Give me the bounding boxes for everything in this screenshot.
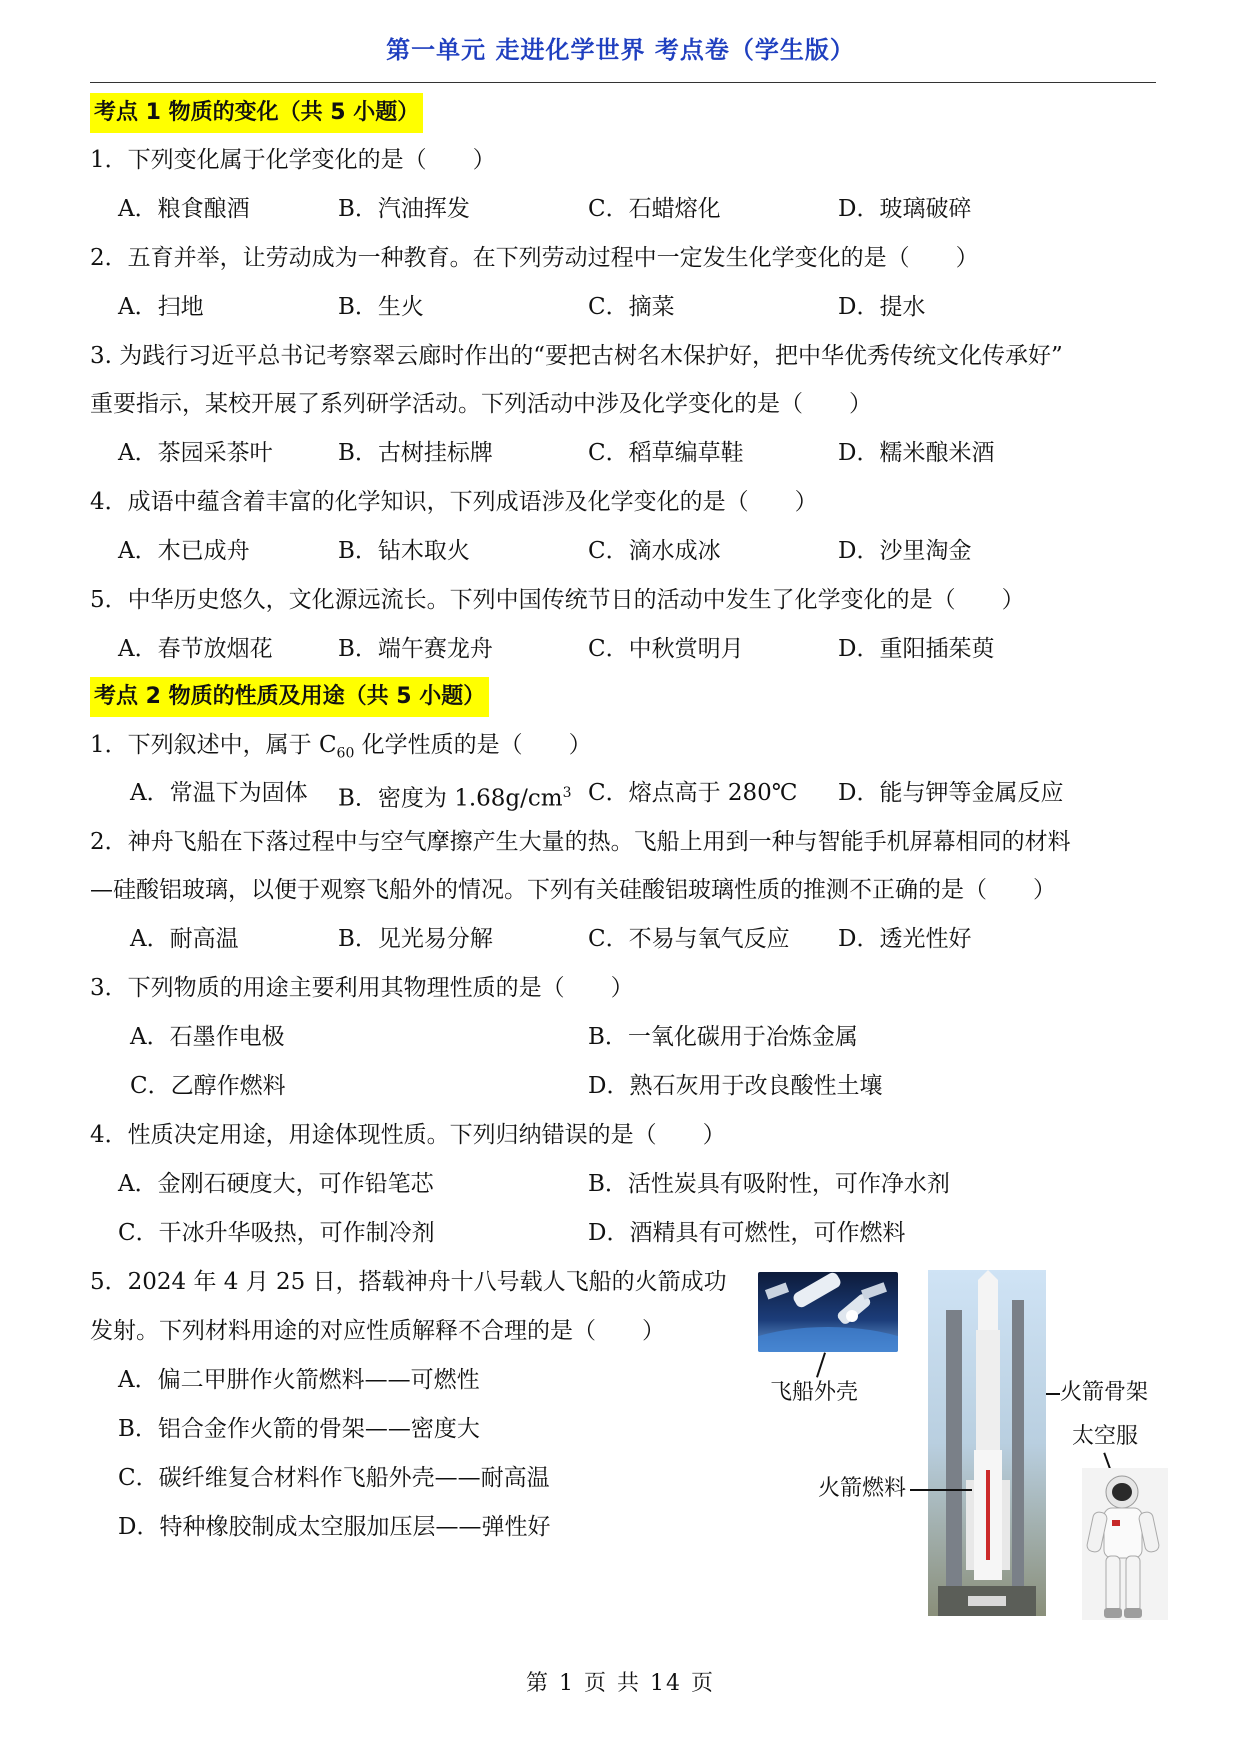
s1-q2-option-b: B．生火 bbox=[338, 294, 424, 320]
s2-q3-option-b: B．一氧化碳用于冶炼金属 bbox=[588, 1024, 858, 1050]
s2-q2-stem-line1: 2．神舟飞船在下落过程中与空气摩擦产生大量的热。飞船上用到一种与智能手机屏幕相同的材料 bbox=[90, 829, 1071, 855]
section-title-1: 考点 1 物质的变化（共 5 小题） bbox=[90, 93, 423, 133]
s2-q1-option-d: D．能与钾等金属反应 bbox=[838, 780, 1064, 806]
spacesuit-illustration bbox=[1082, 1468, 1168, 1620]
s1-q2-option-d: D．提水 bbox=[838, 294, 926, 320]
s1-q3-option-d: D．糯米酿米酒 bbox=[838, 440, 995, 466]
spacecraft-shell-label: 飞船外壳 bbox=[770, 1380, 859, 1405]
s2-q1-option-c: C．熔点高于 280℃ bbox=[588, 780, 798, 806]
s1-q4-stem: 4．成语中蕴含着丰富的化学知识，下列成语涉及化学变化的是（ ） bbox=[90, 489, 818, 515]
rocket-fuel-pointer bbox=[910, 1489, 972, 1491]
s2-q2-option-b: B．见光易分解 bbox=[338, 926, 493, 952]
s2-q4-stem: 4．性质决定用途，用途体现性质。下列归纳错误的是（ ） bbox=[90, 1122, 726, 1148]
s2-q2-option-c: C．不易与氧气反应 bbox=[588, 926, 790, 952]
s1-q2-stem: 2．五育并举，让劳动成为一种教育。在下列劳动过程中一定发生化学变化的是（ ） bbox=[90, 245, 979, 271]
s1-q1-option-b: B．汽油挥发 bbox=[338, 196, 470, 222]
spacecraft-illustration bbox=[758, 1272, 898, 1352]
rocket-illustration bbox=[928, 1270, 1046, 1616]
s2-q5-stem-line2: 发射。下列材料用途的对应性质解释不合理的是（ ） bbox=[90, 1318, 665, 1344]
s1-q5-option-a: A．春节放烟花 bbox=[118, 636, 273, 662]
rocket-image bbox=[928, 1270, 1046, 1616]
s2-q3-option-c: C．乙醇作燃料 bbox=[130, 1073, 286, 1099]
s1-q1-stem: 1．下列变化属于化学变化的是（ ） bbox=[90, 147, 496, 173]
s2-q3-stem: 3．下列物质的用途主要利用其物理性质的是（ ） bbox=[90, 975, 634, 1001]
s2-q2-option-d: D．透光性好 bbox=[838, 926, 972, 952]
s2-q1-stem: 1．下列叙述中，属于 $C_{60}$ 化学性质的是（ ） bbox=[90, 732, 592, 762]
s1-q4-option-c: C．滴水成冰 bbox=[588, 538, 721, 564]
spacesuit-label: 太空服 bbox=[1072, 1424, 1139, 1449]
s2-q4-option-a: A．金刚石硬度大，可作铅笔芯 bbox=[118, 1171, 434, 1197]
s1-q4-option-d: D．沙里淘金 bbox=[838, 538, 972, 564]
s1-q2-option-c: C．摘菜 bbox=[588, 294, 675, 320]
s2-q4-option-d: D．酒精具有可燃性，可作燃料 bbox=[588, 1220, 906, 1246]
s1-q2-option-a: A．扫地 bbox=[118, 294, 204, 320]
s1-q5-option-d: D．重阳插茱萸 bbox=[838, 636, 995, 662]
s2-q5-option-c: C．碳纤维复合材料作飞船外壳——耐高温 bbox=[118, 1465, 550, 1491]
s1-q1-option-c: C．石蜡熔化 bbox=[588, 196, 721, 222]
s2-q2-stem-line2: —硅酸铝玻璃，以便于观察飞船外的情况。下列有关硅酸铝玻璃性质的推测不正确的是（ ） bbox=[90, 877, 1056, 903]
s2-q2-option-a: A．耐高温 bbox=[130, 926, 239, 952]
s1-q4-option-b: B．钻木取火 bbox=[338, 538, 470, 564]
s2-q4-option-c: C．干冰升华吸热，可作制冷剂 bbox=[118, 1220, 435, 1246]
section-title-2: 考点 2 物质的性质及用途（共 5 小题） bbox=[90, 677, 489, 717]
header-divider bbox=[90, 82, 1156, 83]
s1-q5-option-b: B．端午赛龙舟 bbox=[338, 636, 493, 662]
s2-q5-option-b: B．铝合金作火箭的骨架——密度大 bbox=[118, 1416, 480, 1442]
rocket-frame-label: 火箭骨架 bbox=[1060, 1380, 1149, 1405]
s1-q5-option-c: C．中秋赏明月 bbox=[588, 636, 744, 662]
s1-q3-option-b: B．古树挂标牌 bbox=[338, 440, 493, 466]
spacesuit-image bbox=[1082, 1468, 1168, 1620]
s2-q5-option-a: A．偏二甲肼作火箭燃料——可燃性 bbox=[118, 1367, 480, 1393]
s1-q3-stem-line2: 重要指示，某校开展了系列研学活动。下列活动中涉及化学变化的是（ ） bbox=[90, 391, 872, 417]
spacecraft-image bbox=[758, 1272, 898, 1352]
rocket-frame-pointer bbox=[1046, 1393, 1060, 1395]
s1-q1-option-d: D．玻璃破碎 bbox=[838, 196, 972, 222]
s2-q1-option-b: B．密度为 $1.68g/cm^3$ bbox=[338, 785, 572, 812]
s1-q3-option-a: A．茶园采茶叶 bbox=[118, 440, 273, 466]
s1-q5-stem: 5．中华历史悠久，文化源远流长。下列中国传统节日的活动中发生了化学变化的是（ ） bbox=[90, 587, 1025, 613]
s2-q5-stem-line1: 5．2024 年 4 月 25 日，搭载神舟十八号载人飞船的火箭成功 bbox=[90, 1269, 727, 1295]
s1-q3-option-c: C．稻草编草鞋 bbox=[588, 440, 744, 466]
page-title: 第一单元 走进化学世界 考点卷（学生版） bbox=[386, 36, 855, 64]
s1-q3-stem-line1: 3. 为践行习近平总书记考察翠云廊时作出的“要把古树名木保护好，把中华优秀传统文化传承好” bbox=[90, 343, 1063, 369]
spacecraft-pointer bbox=[816, 1352, 826, 1377]
rocket-fuel-label: 火箭燃料 bbox=[818, 1476, 907, 1501]
page-number: 第 1 页 共 14 页 bbox=[526, 1671, 715, 1696]
s2-q1-option-a: A．常温下为固体 bbox=[130, 780, 308, 806]
s1-q1-option-a: A．粮食酿酒 bbox=[118, 196, 250, 222]
s2-q3-option-d: D．熟石灰用于改良酸性土壤 bbox=[588, 1073, 883, 1099]
s1-q4-option-a: A．木已成舟 bbox=[118, 538, 250, 564]
s2-q4-option-b: B．活性炭具有吸附性，可作净水剂 bbox=[588, 1171, 950, 1197]
s2-q5-option-d: D．特种橡胶制成太空服加压层——弹性好 bbox=[118, 1514, 551, 1540]
s2-q3-option-a: A．石墨作电极 bbox=[130, 1024, 285, 1050]
